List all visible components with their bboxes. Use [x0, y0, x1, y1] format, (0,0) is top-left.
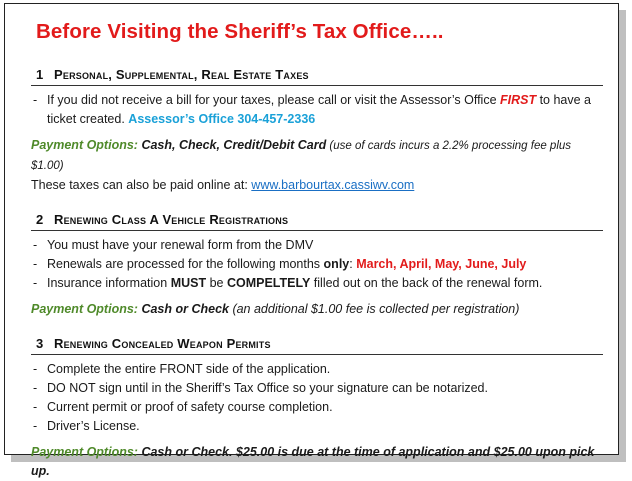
- list-item: - You must have your renewal form from the DMV: [31, 236, 604, 255]
- payment-label: Payment Options: [31, 445, 134, 459]
- section-heading-text: Personal, Supplemental, Real Estate Taxes: [54, 67, 309, 82]
- bullet-text: Insurance information: [47, 276, 171, 290]
- section-heading-text: Renewing Concealed Weapon Permits: [54, 336, 271, 351]
- bullet-text: If you did not receive a bill for your taxes, please call or visit the Assessor’s Office: [47, 93, 500, 107]
- online-text: These taxes can also be paid online at:: [31, 178, 252, 192]
- list-item: - Complete the entire FRONT side of the application.: [31, 360, 604, 379]
- bullet-text: filled out on the back of the renewal form.: [310, 276, 543, 290]
- list-item: [31, 274, 604, 293]
- emphasis-must: MUST: [170, 276, 207, 290]
- payment-options: [31, 300, 604, 319]
- emphasis-only: only: [323, 257, 350, 271]
- payment-note: (use of cards incurs a 2.2% processing fee plus $1.00): [31, 140, 572, 172]
- section-number: 2: [36, 212, 44, 227]
- list-item: [31, 255, 604, 274]
- section-heading: [31, 335, 603, 355]
- payment-options: [31, 136, 604, 176]
- emphasis-first: FIRST: [500, 93, 537, 107]
- list-item: - Driver’s License.: [31, 417, 604, 436]
- list-item: - Current permit or proof of safety course completion.: [31, 398, 604, 417]
- notice-box: [4, 3, 619, 478]
- section-heading: [31, 211, 603, 231]
- payment-options: [31, 443, 604, 481]
- bullet-list: [31, 91, 604, 129]
- payment-value: Cash or Check: [141, 302, 229, 316]
- section-vehicle-registrations: [31, 211, 604, 319]
- online-payment-line: [31, 176, 604, 195]
- online-payment-link[interactable]: www.barbourtax.cassiwv.com: [251, 178, 415, 192]
- payment-label: Payment Options: [31, 138, 134, 152]
- bullet-text: :: [349, 257, 357, 271]
- payment-sep: :: [133, 302, 142, 316]
- page-title: Before Visiting the Sheriff’s Tax Office…..: [36, 20, 444, 43]
- bullet-text: to have a ticket created.: [47, 93, 592, 126]
- section-number: 1: [36, 67, 44, 82]
- payment-value: Cash, Check, Credit/Debit Card: [141, 138, 327, 152]
- bullet-text: be: [206, 276, 227, 290]
- assessor-phone: Assessor’s Office 304-457-2336: [128, 112, 316, 126]
- bullet-text: Renewals are processed for the following months: [47, 257, 324, 271]
- payment-value: Cash or Check. $25.00 is due at the time of application and $25.00 upon pick up.: [31, 445, 595, 478]
- renewal-months: March, April, May, June, July: [356, 257, 527, 271]
- section-concealed-weapon-permits: [31, 335, 604, 481]
- bullet-list: [31, 236, 604, 293]
- section-heading: [31, 66, 603, 86]
- section-number: 3: [36, 336, 44, 351]
- bullet-list: [31, 360, 604, 436]
- list-item: [31, 91, 604, 129]
- payment-sep: :: [133, 138, 142, 152]
- section-heading-text: Renewing Class A Vehicle Registrations: [54, 212, 289, 227]
- list-item: - DO NOT sign until in the Sheriff’s Tax Office so your signature can be notarized.: [31, 379, 604, 398]
- payment-note: (an additional $1.00 fee is collected per registration): [228, 302, 520, 316]
- payment-sep: :: [133, 445, 142, 459]
- section-personal-taxes: [31, 66, 604, 195]
- payment-label: Payment Options: [31, 302, 134, 316]
- emphasis-completely: COMPELTELY: [226, 276, 311, 290]
